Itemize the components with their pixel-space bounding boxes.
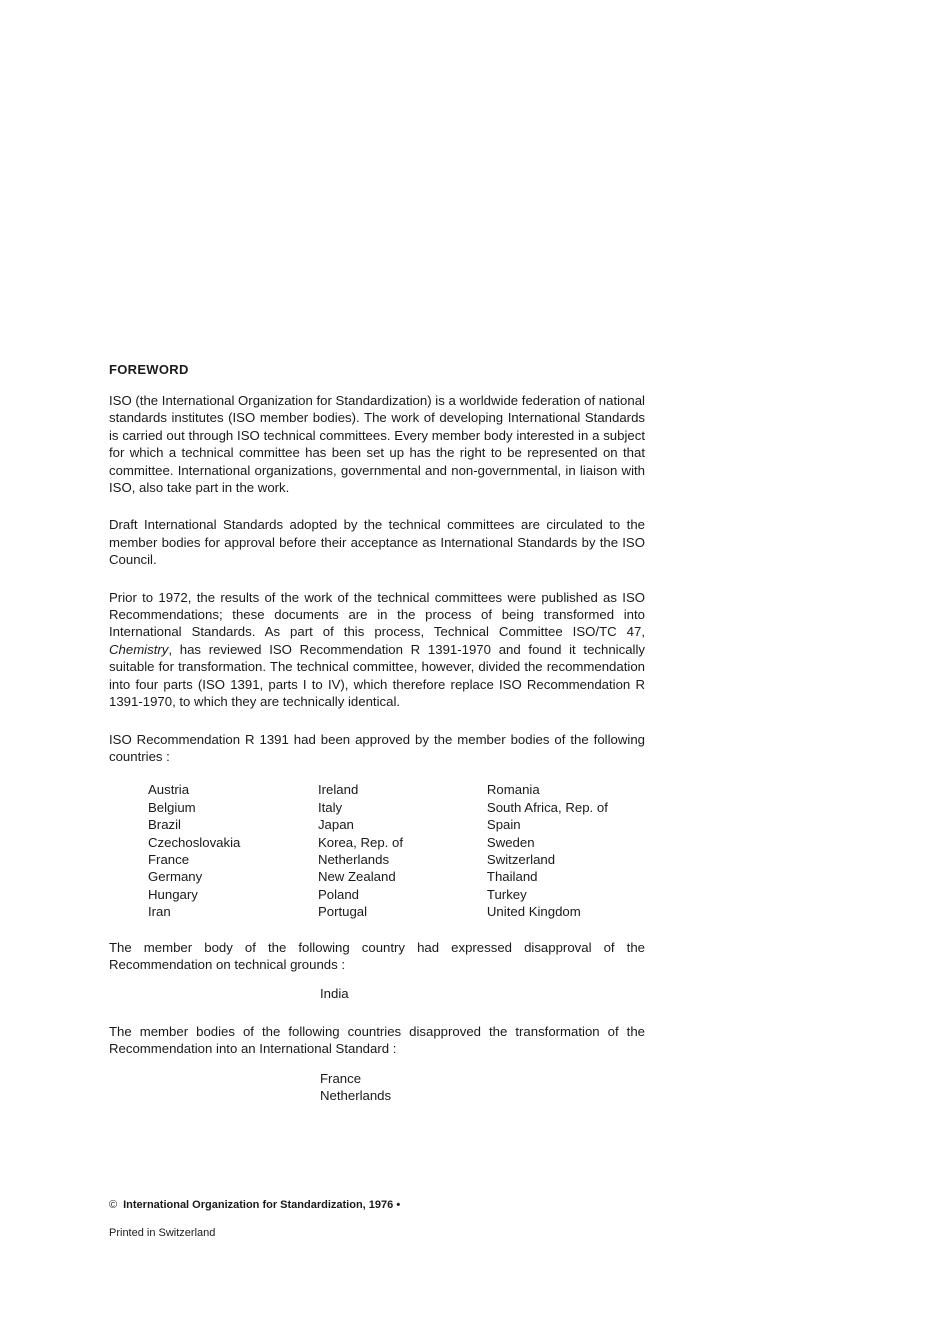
copyright-symbol: © [109,1199,118,1211]
country-item: Romania [486,782,540,798]
paragraph-technical-disapproval: The member body of the following country had expressed disapproval of the Recommendation on technical grounds : [109,939,645,972]
printed-location: Printed in Switzerland [109,1227,216,1239]
copyright-notice [109,1198,709,1212]
country-item: Brazil [148,817,181,833]
country-item: Austria [148,782,190,798]
approving-countries [109,781,645,920]
country-item: United Kingdom [486,904,581,920]
country-item: Iran [148,904,171,920]
country-item: France [148,851,190,867]
foreword-section [109,362,645,1124]
country-item: Ireland [317,782,359,798]
countries-column-3 [487,781,645,920]
country-item: Thailand [486,869,538,885]
countries-column-1 [148,781,318,920]
paragraph-transformation-part1: Prior to 1972, the results of the work of the technical committees were published as ISO Recommendations; these documents are in the process of being transformed into International Standards. As part of this process, Technical Committee ISO/TC 47, [109,589,645,640]
transformation-disapproving-countries [320,1070,645,1105]
paragraph-transformation-part2: , has reviewed ISO Recommendation R 1391-1970 and found it technically suitable for transformation. The technical committee, however, divided the recommendation into four parts (ISO 1391, parts I to IV), which therefore replace ISO Recommendation R 1391-1970, to which they are technically identical. [109,641,645,710]
foreword-heading: FOREWORD [109,362,189,377]
country-item: New Zealand [317,869,396,885]
paragraph-transformation-disapproval: The member bodies of the following countries disapproved the transformation of the Recommendation into an International Standard : [109,1023,645,1057]
paragraph-draft-standards: Draft International Standards adopted by the technical committees are circulated to the member bodies for approval before their acceptance as International Standards by the ISO Council. [109,517,645,568]
country-item: Belgium [148,799,196,815]
country-item: Switzerland [486,851,556,867]
country-item: Netherlands [320,1088,392,1103]
countries-column-2 [318,781,487,920]
country-item: Czechoslovakia [148,834,241,850]
country-item: Germany [148,869,203,885]
committee-name: Chemistry [109,641,169,657]
country-item: Korea, Rep. of [317,834,403,850]
paragraph-iso-intro: ISO (the International Organization for Standardization) is a worldwide federation of national standards institutes (ISO member bodies). The work of developing International Standards is carried out through ISO technical committees. Every member body interested in a subject for which a technical committee has been set up has the right to be represented on that committee. International organizations, governmental and non-governmental, in liaison with ISO, also take part in the work. [109,393,645,496]
country-item: Japan [317,817,354,833]
page-footer [109,1198,709,1240]
country-item: Poland [317,886,360,902]
copyright-text: International Organization for Standardization, 1976 • [123,1199,401,1211]
paragraph-transformation [109,589,645,711]
country-item: Spain [486,817,521,833]
disapproving-country: India [320,986,349,1002]
country-item: South Africa, Rep. of [486,799,608,815]
paragraph-approval: ISO Recommendation R 1391 had been approved by the member bodies of the following countries : [109,731,645,764]
country-item: Portugal [317,904,368,920]
country-item: Netherlands [317,851,390,867]
country-item: Turkey [486,886,527,902]
country-item: Hungary [148,886,198,902]
country-item: Italy [317,799,343,815]
country-item: France [320,1070,362,1086]
country-item: Sweden [486,834,535,850]
